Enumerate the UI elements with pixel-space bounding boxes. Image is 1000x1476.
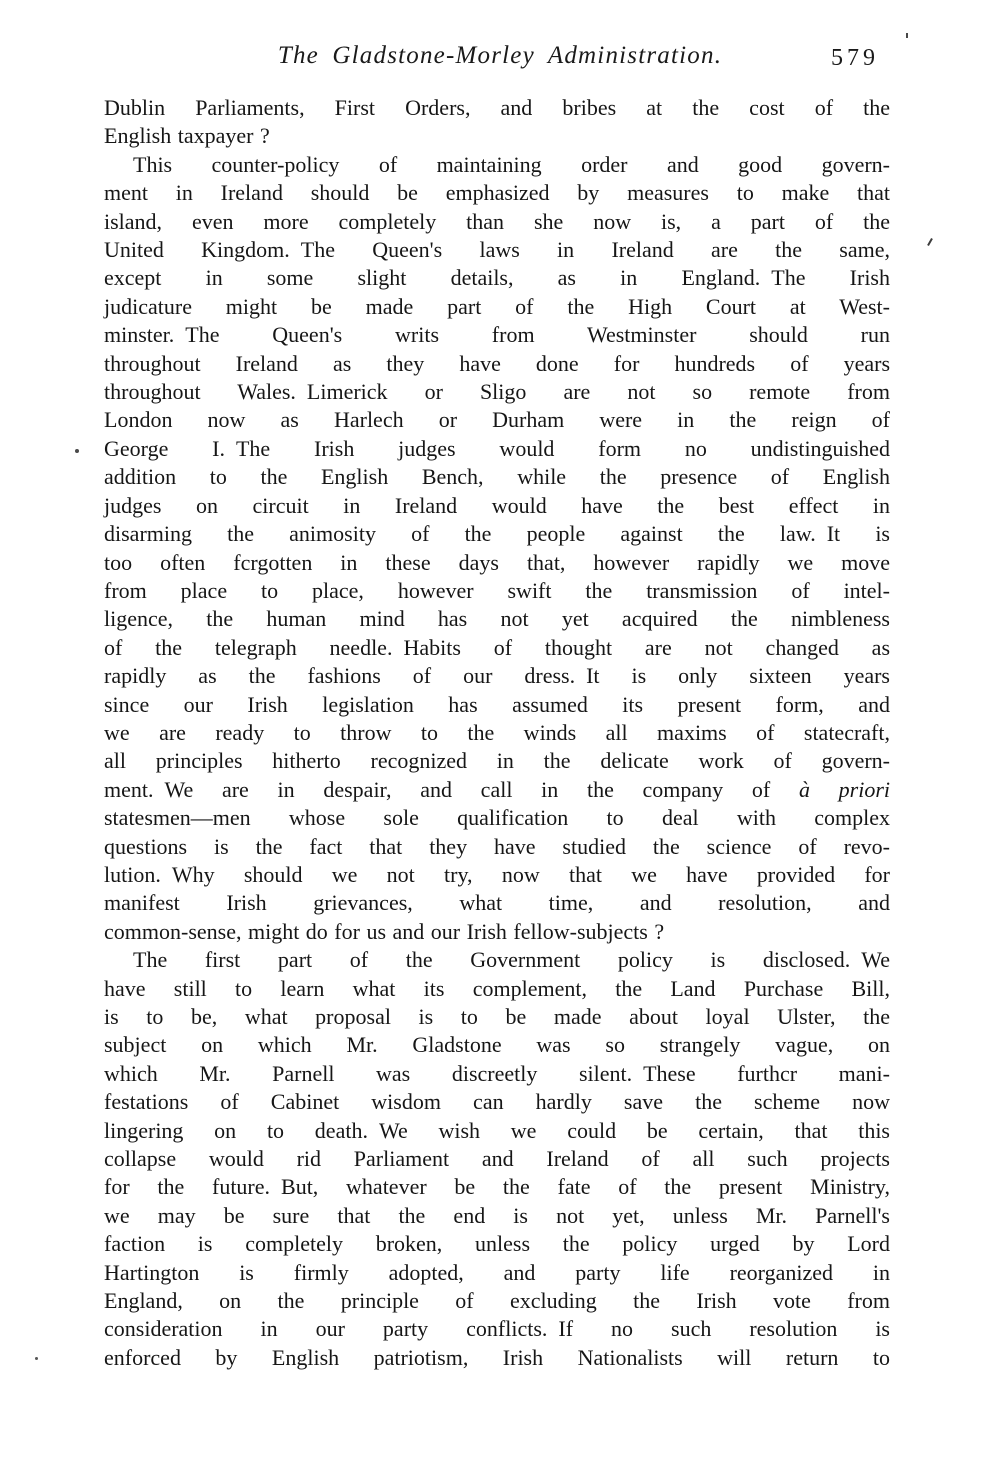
text-line: faction is completely broken, unless the policy urged by Lord [104,1231,890,1257]
text-line: ment in Ireland should be emphasized by measures to make that [104,180,890,206]
text-line: common-sense, might do for us and our Irish fellow-subjects ? [104,918,665,944]
text-line: of the telegraph needle. Habits of thought are not changed as [104,634,890,660]
text-line: except in some slight details, as in England. The Irish [104,265,890,291]
text-line: minster. The Queen's writs from Westminster should run [104,322,890,348]
text-line: enforced by English patriotism, Irish Nationalists will return to [104,1344,890,1370]
text-line: collapse would rid Parliament and Ireland of all such projects [104,1146,890,1172]
page-header [0,42,1000,80]
scan-artifact [927,238,933,246]
text-line: The first part of the Government policy is disclosed. We [133,947,890,973]
text-line: island, even more completely than she now is, a part of the [104,208,890,234]
text-line: questions is the fact that they have studied the science of revo- [104,833,890,859]
text-line: judges on circuit in Ireland would have the best effect in [104,492,890,518]
text-line: is to be, what proposal is to be made about loyal Ulster, the [104,1004,890,1029]
page-number: 579 [831,45,879,71]
text-line: England, on the principle of excluding the Irish vote from [104,1288,890,1314]
running-title: The Gladstone-Morley Administration. [277,42,723,69]
text-line: which Mr. Parnell was discreetly silent. These furthcr mani- [104,1060,890,1086]
text-line: have still to learn what its complement, the Land Purchase Bill, [104,975,890,1001]
text-line: we may be sure that the end is not yet, unless Mr. Parnell's [104,1202,890,1228]
text-line: London now as Harlech or Durham were in the reign of [104,407,890,433]
text-line: judicature might be made part of the High Court at West- [104,293,890,319]
paragraph [104,94,890,151]
text-line: addition to the English Bench, while the presence of English [104,464,890,490]
page-body [104,94,890,1372]
text-line: manifest Irish grievances, what time, and resolution, and [104,890,890,916]
text-line: since our Irish legislation has assumed its present form, and [104,691,890,717]
text-line: English taxpayer ? [104,123,270,149]
scan-artifact [75,449,79,453]
text-line: United Kingdom. The Queen's laws in Ireland are the same, [104,237,890,263]
text-line: Dublin Parliaments, First Orders, and bribes at the cost of the [104,95,890,120]
text-line: disarming the animosity of the people against the law. It is [104,521,890,547]
text-line: consideration in our party conflicts. If no such resolution is [104,1316,890,1342]
text-line: too often fcrgotten in these days that, however rapidly we move [104,549,890,575]
text-line: ligence, the human mind has not yet acquired the nimbleness [104,606,890,632]
text-line: we are ready to throw to the winds all maxims of statecraft, [104,719,890,745]
text-line: This counter-policy of maintaining order and good govern- [133,151,890,177]
text-line: Hartington is firmly adopted, and party life reorganized in [104,1259,890,1285]
text-line: rapidly as the fashions of our dress. It is only sixteen years [104,663,890,689]
paragraph [104,151,890,946]
text-line: from place to place, however swift the transmission of intel- [104,577,890,603]
text-line: for the future. But, whatever be the fate of the present Ministry, [104,1174,890,1200]
text-line: lingering on to death. We wish we could be certain, that this [104,1117,890,1143]
text-line: lution. Why should we not try, now that we have provided for [104,861,890,887]
text-line: ment. We are in despair, and call in the company of à priori [104,776,890,802]
text-line: all principles hitherto recognized in the delicate work of govern- [104,748,890,774]
scan-artifact [906,33,908,38]
text-line: throughout Ireland as they have done for hundreds of years [104,350,890,376]
text-line: subject on which Mr. Gladstone was so strangely vague, on [104,1032,890,1058]
text-line: George I. The Irish judges would form no undistinguished [104,435,890,461]
scan-artifact [35,1357,38,1360]
text-line: festations of Cabinet wisdom can hardly save the scheme now [104,1089,890,1115]
paragraph [104,946,890,1372]
text-line: throughout Wales. Limerick or Sligo are not so remote from [104,379,890,405]
text-line: statesmen—men whose sole qualification to deal with complex [104,805,890,831]
